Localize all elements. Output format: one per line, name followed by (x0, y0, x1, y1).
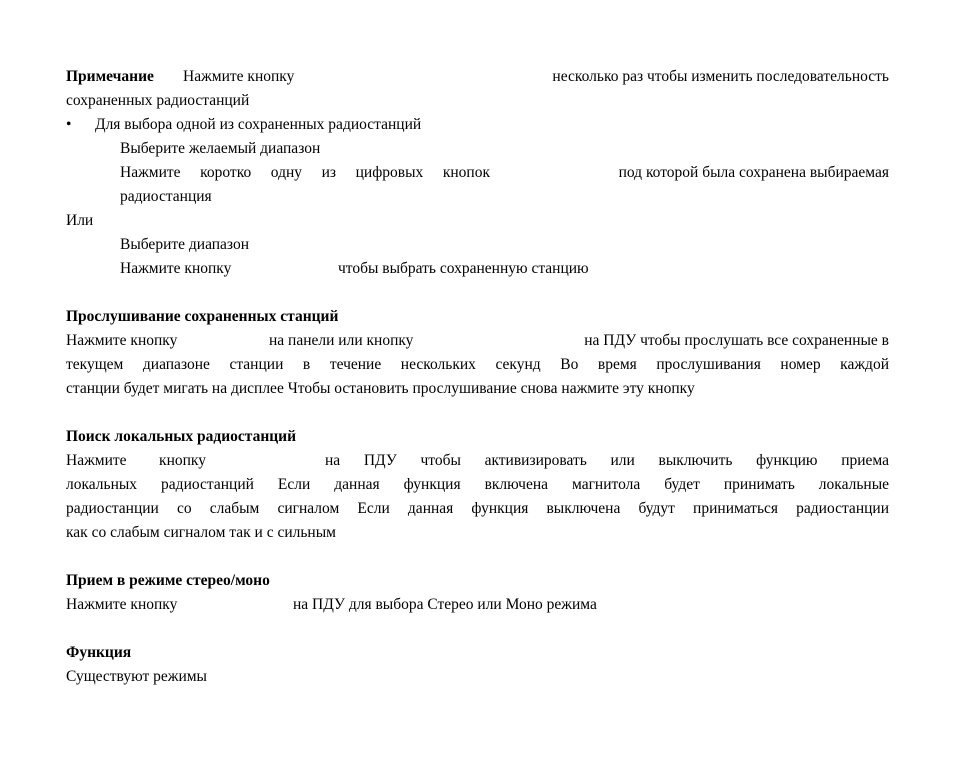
local-line-1b: на ПДУ чтобы активизировать или выключить функцию приема (325, 452, 889, 469)
note-label: Примечание (66, 68, 154, 85)
note-line-1 (66, 67, 889, 87)
step-press-button-a: Нажмите кнопку (120, 260, 232, 277)
stereo-line-1a: Нажмите кнопку (66, 596, 178, 613)
step-select-band: Выберите желаемый диапазон (120, 140, 321, 157)
note-text-b: несколько раз чтобы изменить последовательность (552, 68, 889, 85)
stereo-heading: Прием в режиме стерео/моно (66, 572, 270, 589)
step-press-button (120, 259, 889, 279)
local-line-1a: Нажмите кнопку (66, 452, 206, 469)
bullet-line (0, 115, 889, 135)
or-text: Или (66, 212, 94, 229)
step-press-digit-a: Нажмите коротко одну из цифровых кнопок (120, 164, 490, 181)
function-heading: Функция (66, 644, 132, 661)
scan-heading: Прослушивание сохраненных станций (66, 308, 339, 325)
local-line-3: радиостанции со слабым сигналом Если данная функция выключена будут приниматься радиостанции (66, 500, 889, 517)
step-select-band-2: Выберите диапазон (120, 236, 249, 253)
step-press-digit-b: под которой была сохранена выбираемая (618, 164, 889, 181)
local-line-2: локальных радиостанций Если данная функция включена магнитола будет принимать локальные (66, 476, 889, 493)
note-line-2: сохраненных радиостанций (66, 92, 250, 109)
scan-line-3: станции будет мигать на дисплее Чтобы остановить прослушивание снова нажмите эту кнопку (66, 380, 695, 397)
bullet-text: Для выбора одной из сохраненных радиостанций (95, 116, 422, 133)
scan-line-1c: на ПДУ чтобы прослушать все сохраненные в (584, 332, 889, 349)
local-line-1 (66, 451, 889, 471)
scan-line-1a: Нажмите кнопку (66, 332, 178, 349)
note-text-a: Нажмите кнопку (183, 68, 295, 85)
step-press-digit (120, 163, 889, 183)
local-line-4: как со слабым сигналом так и с сильным (66, 524, 336, 541)
bullet-symbol: • (66, 116, 72, 133)
step-press-button-b: чтобы выбрать сохраненную станцию (338, 260, 589, 277)
local-heading: Поиск локальных радиостанций (66, 428, 297, 445)
stereo-line-1 (66, 595, 889, 615)
scan-line-1 (66, 331, 889, 351)
stereo-line-1b: на ПДУ для выбора Стерео или Моно режима (293, 596, 597, 613)
scan-line-2: текущем диапазоне станции в течение нескольких секунд Во время прослушивания номер каждой (66, 356, 889, 373)
scan-line-1b: на панели или кнопку (269, 332, 414, 349)
function-line-1: Существуют режимы (66, 668, 207, 685)
step-press-digit-cont: радиостанция (120, 188, 212, 205)
